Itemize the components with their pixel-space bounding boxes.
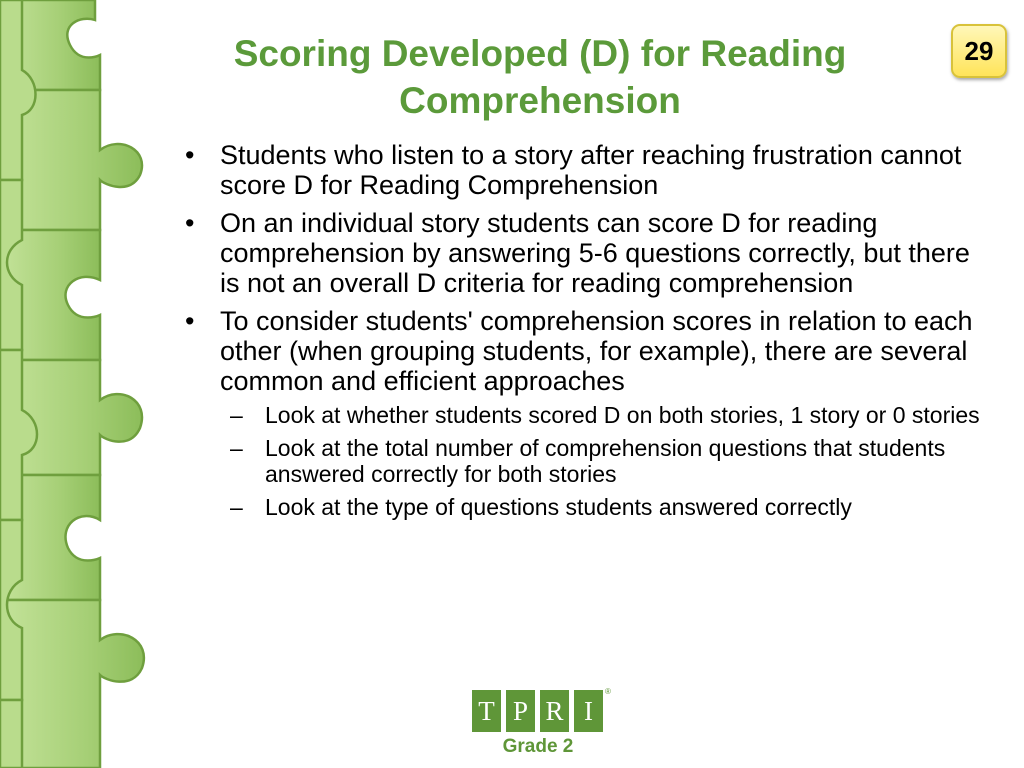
logo-letter: T bbox=[472, 690, 501, 732]
bullet-text: To consider students' comprehension scores in relation to each other (when grouping students, for example), there are several common and efficient approaches bbox=[220, 306, 973, 396]
bullet-list bbox=[183, 140, 983, 520]
slide-body bbox=[183, 140, 983, 528]
registered-mark: ® bbox=[605, 687, 611, 696]
puzzle-pieces-decoration bbox=[0, 0, 175, 768]
bullet-text: On an individual story students can score D for reading comprehension by answering 5-6 questions correctly, but there is not an overall D criteria for reading comprehension bbox=[220, 208, 970, 298]
logo-letter: P bbox=[506, 690, 535, 732]
tpri-logo bbox=[472, 687, 612, 760]
sub-bullet-item: – Look at the type of questions students answered correctly bbox=[220, 494, 983, 520]
slide-title: Scoring Developed (D) for Reading Comprehension bbox=[233, 33, 847, 121]
page-number-badge: 29 bbox=[951, 24, 1007, 78]
sub-bullet-item: – Look at whether students scored D on both stories, 1 story or 0 stories bbox=[220, 402, 983, 428]
logo-letter: I bbox=[574, 690, 603, 732]
bullet-item bbox=[183, 140, 983, 200]
logo-letter: R bbox=[540, 690, 569, 732]
bullet-item bbox=[183, 208, 983, 298]
bullet-text: Students who listen to a story after reaching frustration cannot score D for Reading Comprehension bbox=[220, 140, 962, 200]
bullet-item bbox=[183, 306, 983, 520]
sub-bullet-item: – Look at the total number of comprehension questions that students answered correctly for both stories bbox=[220, 435, 983, 487]
sub-bullet-list bbox=[220, 402, 983, 520]
tpri-letter-blocks bbox=[472, 690, 612, 732]
grade-label: Grade 2 bbox=[502, 736, 574, 757]
